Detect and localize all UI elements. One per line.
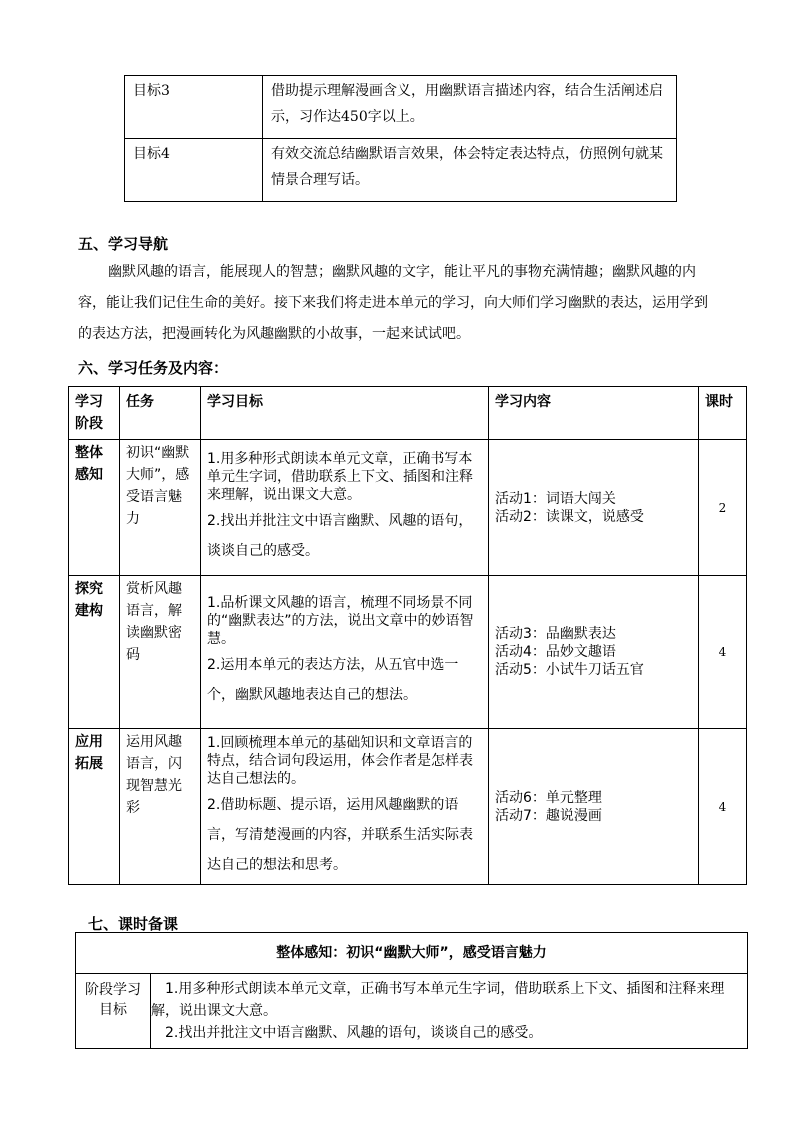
- activity-item: 活动6：单元整理: [495, 789, 602, 806]
- goal-line: 2.运用本单元的表达方法，从五官中选一个，幽默风趣地表达自己的想法。: [207, 657, 459, 703]
- lesson-goal-line: 2.找出并批注文中语言幽默、风趣的语句，谈谈自己的感受。: [165, 1025, 543, 1041]
- header-task: 任务: [120, 387, 201, 440]
- stage-cell: 探究建构: [69, 576, 120, 729]
- lesson-goal-row: [76, 974, 748, 1049]
- goal-row: [125, 139, 677, 202]
- goal-line: 1.回顾梳理本单元的基础知识和文章语言的特点，结合词句段运用，体会作者是怎样表达自己想法的。: [207, 734, 473, 787]
- goal-row: [125, 76, 677, 139]
- goal-line: 1.品析课文风趣的语言，梳理不同场景不同的“幽默表达”的方法，说出文章中的妙语智慧。: [207, 595, 474, 647]
- goal-label: 目标4: [125, 139, 263, 202]
- content-cell: [489, 729, 699, 885]
- goal-cell: [201, 729, 489, 885]
- lesson-header-row: [76, 933, 748, 974]
- content-cell: [489, 440, 699, 576]
- hours-cell: 4: [699, 729, 747, 885]
- content-cell: [489, 576, 699, 729]
- goal-text: 借助提示理解漫画含义，用幽默语言描述内容，结合生活阐述启示，习作达450字以上。: [263, 76, 677, 139]
- hours-cell: 2: [699, 440, 747, 576]
- section5-title: 五、学习导航: [78, 235, 169, 253]
- goal-text: 有效交流总结幽默语言效果，体会特定表达特点，仿照例句就某情景合理写话。: [263, 139, 677, 202]
- goals-table: [124, 75, 677, 202]
- section6-title: 六、学习任务及内容：: [78, 359, 229, 377]
- activity-item: 活动3：品幽默表达: [495, 626, 616, 642]
- goal-line: 2.找出并批注文中语言幽默、风趣的语句，谈谈自己的感受。: [207, 512, 473, 559]
- table-row: [69, 440, 747, 576]
- goal-cell: [201, 440, 489, 576]
- task-cell: 运用风趣语言，闪现智慧光彩: [120, 729, 201, 885]
- task-table: [68, 386, 747, 885]
- goal-line: 1.用多种形式朗读本单元文章，正确书写本单元生字词，借助联系上下文、插图和注释来理解，说出课文大意。: [207, 450, 473, 503]
- task-table-header: [69, 387, 747, 440]
- lesson-goal-body: [151, 974, 748, 1049]
- table-row: [69, 729, 747, 885]
- header-goal: 学习目标: [201, 387, 489, 440]
- section7-title: 七、课时备课: [88, 915, 179, 933]
- stage-cell: 应用拓展: [69, 729, 120, 885]
- stage-cell: 整体感知: [69, 440, 120, 576]
- lesson-goal-line: 1.用多种形式朗读本单元文章，正确书写本单元生字词，借助联系上下文、插图和注释来理解，说出课文大意。: [151, 981, 725, 1019]
- activity-item: 活动5：小试牛刀话五官: [495, 662, 644, 678]
- task-cell: 初识“幽默大师”，感受语言魅力: [120, 440, 201, 576]
- header-hours: 课时: [699, 387, 747, 440]
- hours-cell: 4: [699, 576, 747, 729]
- goal-line: 2.借助标题、提示语，运用风趣幽默的语言，写清楚漫画的内容，并联系生活实际表达自己的想法和思考。: [207, 796, 473, 873]
- lesson-table: [75, 932, 748, 1049]
- lesson-header: 整体感知：初识“幽默大师”，感受语言魅力: [76, 933, 748, 974]
- header-stage: 学习阶段: [69, 387, 120, 440]
- goal-label: 目标3: [125, 76, 263, 139]
- lesson-goal-label: 阶段学习目标: [76, 974, 151, 1049]
- activity-item: 活动7：趣说漫画: [495, 807, 602, 824]
- goal-cell: [201, 576, 489, 729]
- section5-paragraph: 幽默风趣的语言，能展现人的智慧；幽默风趣的文字，能让平凡的事物充满情趣；幽默风趣的内容，能让我们记住生命的美好。接下来我们将走进本单元的学习，向大师们学习幽默的表达，运用学到的表达方法，把漫画转化为风趣幽默的小故事，一起来试试吧。: [78, 264, 708, 342]
- task-cell: 赏析风趣语言，解读幽默密码: [120, 576, 201, 729]
- header-content: 学习内容: [489, 387, 699, 440]
- activity-item: 活动1：词语大闯关: [495, 490, 616, 507]
- activity-item: 活动2：读课文，说感受: [495, 508, 644, 525]
- table-row: [69, 576, 747, 729]
- activity-item: 活动4：品妙文趣语: [495, 644, 616, 660]
